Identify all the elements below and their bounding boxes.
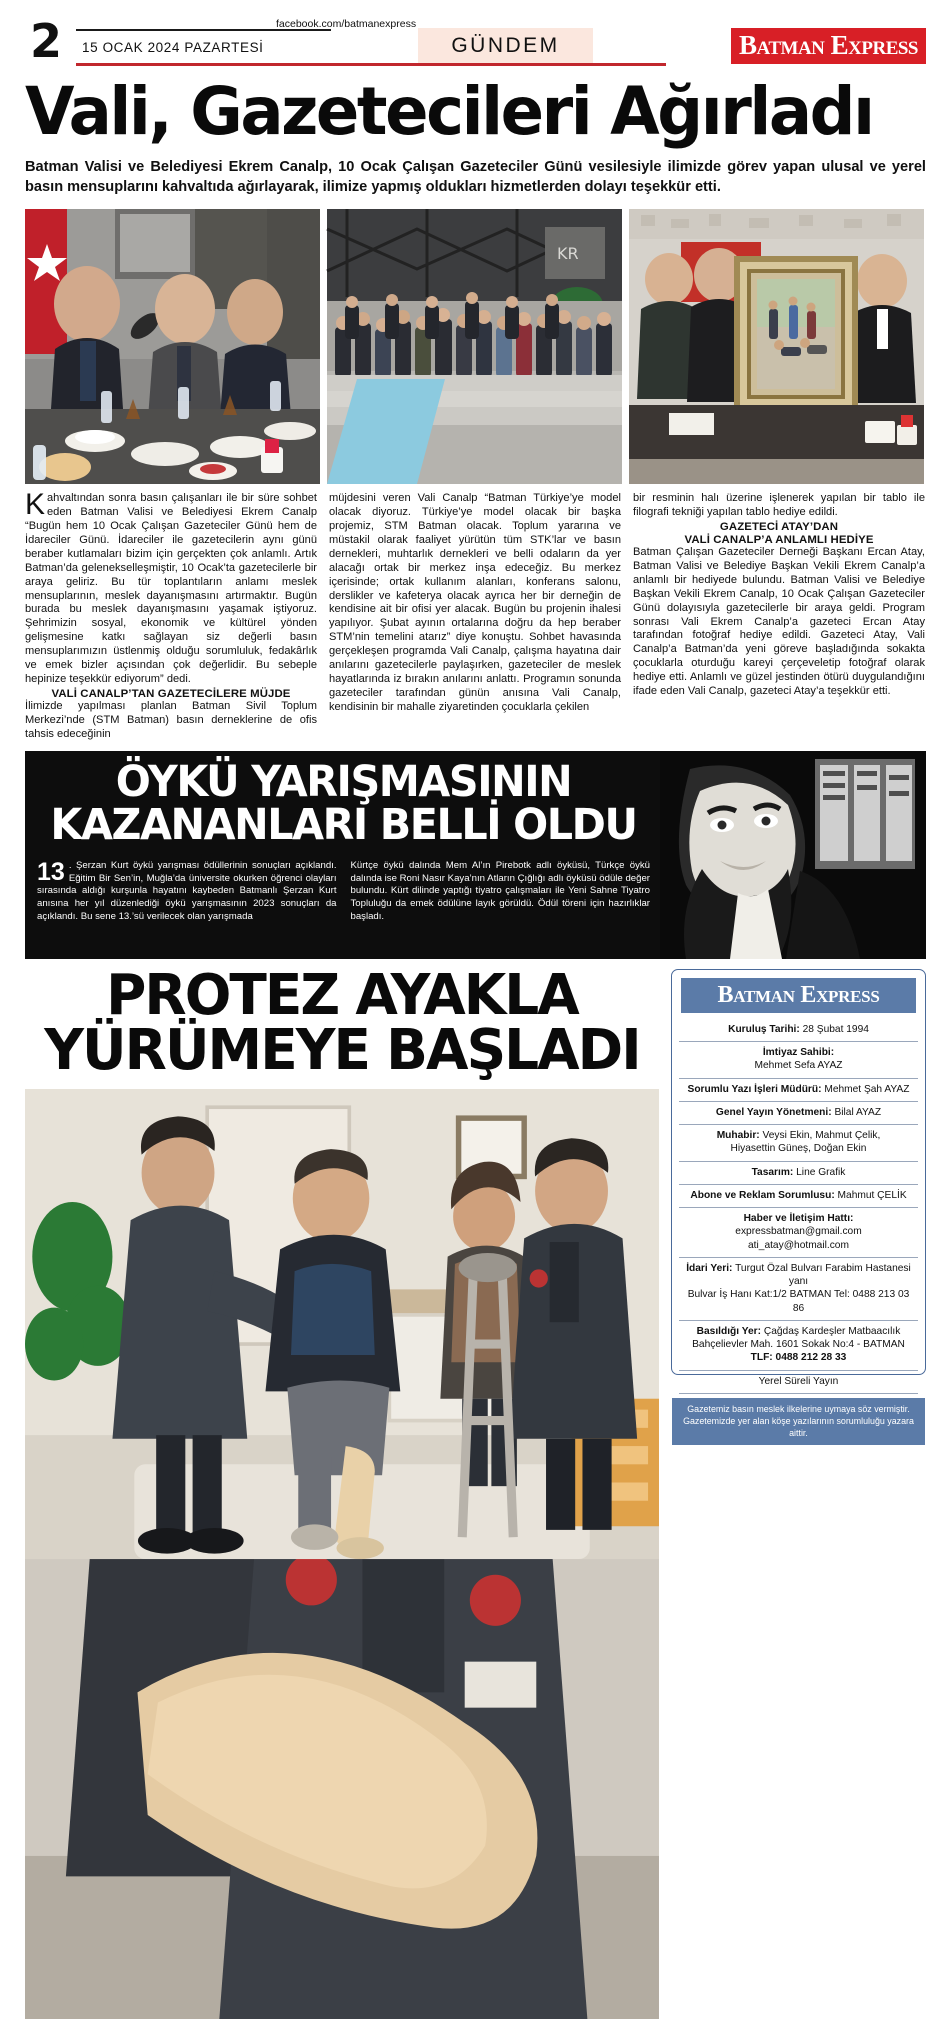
lead-col1-text2: İlimizde yapılması planlan Batman Sivil Toplum Merkezi’nde (STM Batman) basın derneklerine de ofis tahsis edeceğinin [25,700,317,740]
photo-illustration [327,209,622,484]
lead-col3-text2: Batman Çalışan Gazeteciler Derneği Başkanı Ercan Atay, Batman Valisi ve Belediye Başkan Vekili Ekrem Canalp’a anlamlı bir hediyede bulundu. Batman Valisi ve Belediye Başkan Vekili Ekrem Canalp, 10 Ocak Çalışan Gazeteciler Günü dolayısıyla gazetecilerle bir araya geldi. Program sonrası Vali Ekrem Canalp’a gazeteci Ercan Atay tarafından fotoğraf hediye edildi. Gazeteci Atay, Vali Canalp’a Batman’da yeni göreve başladığında sokakta çocuklarla oturduğu kareyi çerçeveletip fotoğraf olarak hediye etti. Anlamlı ve güzel jestinden ötürü duygulandığını ifade eden Vali Canalp, gazeteci Atay’a teşekkür etti. [633,545,925,698]
colophon-row-design [679,1162,918,1185]
colophon-label-reporters: Muhabir: [716,1130,760,1142]
colophon-row-founded [679,1019,918,1042]
colophon-value-printer: Çağdaş Kardeşler Matbaacılık [761,1325,901,1337]
colophon-label-ads: Abone ve Reklam Sorumlusu: [690,1189,835,1201]
colophon-value-founded: 28 Şubat 1994 [799,1023,869,1035]
colophon-label-founded: Kuruluş Tarihi: [728,1023,800,1035]
lead-col1-subhead: VALİ CANALP’TAN GAZETECİLERE MÜJDE [51,688,291,701]
colophon-value-office-2: Bulvar İş Hanı Kat:1/2 BATMAN Tel: 0488 213 03 86 [687,1289,910,1314]
colophon-footer-line2: Gazetemizde yer alan köşe yazılarının sorumluluğu yazara aittir. [683,1415,914,1438]
banner-columns [37,857,650,924]
colophon-email-2[interactable]: ati_atay@hotmail.com [748,1239,849,1251]
colophon-label-printer: Basıldığı Yer: [696,1325,762,1337]
lead-column-3 [633,492,925,742]
colophon-value-printer-3: TLF: 0488 212 28 33 [750,1352,847,1364]
lead-photo-row [25,209,926,484]
section-label: GÜNDEM [451,33,560,57]
svg-text:KR: KR [557,244,579,264]
photo-illustration [25,209,320,484]
serzan-kurt-portre-foto [660,751,926,959]
colophon-row-office [679,1258,918,1321]
colophon-row-printer [679,1321,918,1371]
colophon-masthead [681,978,916,1013]
banner-headline-line1: ÖYKÜ YARIŞMASININ [115,756,572,807]
banner-text-area [25,751,660,959]
banner-drop-number: 13 [37,857,65,886]
header-masthead-text: Batman Express [739,30,918,60]
colophon-value-office: Turgut Özal Bulvarı Farabim Hastanesi yanı [732,1262,911,1288]
colophon-value-reporters-2: Hiyasettin Güneş, Doğan Ekin [730,1143,867,1155]
colophon-row-periodical [679,1371,918,1394]
lead-column-1 [25,488,317,742]
colophon-box [671,969,926,1438]
colophon-label-contact: Haber ve İletişim Hattı: [743,1213,854,1225]
colophon-value-reporters: Veysi Ekin, Mahmut Çelik, [759,1130,881,1142]
colophon-row-reporters [679,1125,918,1162]
lower-section [25,962,926,1438]
colophon-label-owner: İmtiyaz Sahibi: [762,1047,835,1059]
banner-col1-text: . Şerzan Kurt öykü yarışması ödüllerinin sonuçları açıklandı. Eğitim Bir Sen’in, Muğla’da üniversite okurken öğrenci olayları sırasında aldığı kurşunla hayatını kaybeden Batmanlı Şerzan Kurt anısına her yıl düzenlediği öykü yarışmasının 2023 sonuçları da açıklandı. Bu sene 13.’sü verilecek olan yarışmada [37,859,337,922]
photo-illustration [629,209,924,484]
banner-col2-text: Kürtçe öykü dalında Mem Al’ın Pirebotk adlı öyküsü, Türkçe öykü dalında ise Roni Nasır Kaya’nın Atların Çığlığı adlı öyküsü ödüle değer bulundu. Kürt dilinde yaptığı tiyatro çalışmaları ile Yeni Sahne Tiyatro Topluluğu da emek ödülüne layık görüldü. Ödül töreni için hazırlıklar başladı. [350,859,650,922]
colophon-row-owner [679,1042,918,1079]
lead-col3-subhead-2: VALİ CANALP’A ANLAMLI HEDİYE [684,533,874,546]
protez-ayakla-yuruyen-hasta-foto [311,1089,659,1347]
protez-article [25,962,659,1376]
facebook-handle[interactable]: facebook.com/batmanexpress [276,18,417,30]
hali-tablo-hediye-foto [629,209,924,484]
lead-deck: Batman Valisi ve Belediyesi Ekrem Canalp, 10 Ocak Çalışan Gazeteciler Günü vesilesiyle ilimizde görev yapan ulusal ve yerel basın mensuplarını kahvaltıda ağırlayarak, ilimize yapmış oldukları hizmetlerden dolayı teşekkür etti. [25,159,926,195]
banner-column-2 [351,860,651,924]
colophon-masthead-text: Batman Express [717,981,880,1008]
colophon-row-publisher [679,1102,918,1125]
page-header [0,0,951,78]
lead-headline: Vali, Gazetecileri Ağırladı [25,73,873,150]
banner-column-1 [37,857,337,924]
colophon-email-1[interactable]: expressbatman@gmail.com [735,1226,862,1238]
colophon-value-publisher: Bilal AYAZ [831,1106,882,1118]
colophon-row-editor [679,1079,918,1102]
lead-column-2 [329,492,621,742]
colophon-value-ads: Mahmut ÇELİK [834,1189,907,1201]
protez-headline-line2: YÜRÜMEYE BAŞLADI [44,1017,640,1083]
colophon-row-contact [679,1208,918,1258]
protez-body [25,1089,659,1376]
lead-col3-text: bir resminin halı üzerine işlenerek yapılan bir tablo ile filografi tekniği yapılan tablo hediye edildi. [633,492,925,519]
colophon-value-editor: Mehmet Şah AYAZ [821,1083,910,1095]
colophon-row-ads [679,1185,918,1208]
toplu-grup-fotografi [327,209,622,484]
colophon-label-editor: Sorumlu Yazı İşleri Müdürü: [687,1083,822,1095]
issue-date: 15 OCAK 2024 PAZARTESİ [82,40,264,55]
lead-col3-subhead-1: GAZETECİ ATAY’DAN [719,520,839,533]
page-number: 2 [30,14,63,68]
colophon-label-office: İdari Yeri: [686,1262,733,1274]
colophon-footer [672,1398,925,1445]
lead-col1-text: Kahvaltından sonra basın çalışanları ile bir süre sohbet eden Batman Valisi ve Belediyesi Ekrem Canalp “Bugün hem 10 Ocak Çalışan Gazeteciler Günü hem de İdareciler Günü. İdareciler ile gazetecilerin aynı günü beraber kutlamaları bizim için gerçekten çok anlamlı. Artık Batman’da gelenekselleşmiştir, 10 Ocak’ta gazetecilerle bir araya geliriz. Bu tür toplantıların anlamı meslek mensuplarının, meslek dayanışmasını artırmaktır. Bugün burada bu meslek dayanışmasını yaşamak iştiyoruz. Şehrimizin sosyal, ekonomik ve kültürel yönden gelişmesine katkı sağlayan siz değerli basın mensuplarımızın üstlenmiş olduğu sorumluluk, fedakârlık ve emek bizler açısından çok değerlidir. Bu sebeple hepinize teşekkür ediyorum” dedi. [25,488,317,686]
colophon-value-printer-2: Bahçelievler Mah. 1601 Sokak No:4 - BATMAN [692,1339,905,1351]
section-badge [418,28,593,63]
photo-illustration [660,751,926,959]
banner-headline-line2: KAZANANLARI BELLİ OLDU [50,799,637,850]
kahvalti-masasi-foto [25,209,320,484]
photo-illustration [25,1089,659,1559]
header-red-rule [76,63,666,66]
protez-headline-line1: PROTEZ AYAKLA [106,962,578,1028]
header-masthead [731,28,926,64]
colophon-value-owner: Mehmet Sefa AYAZ [754,1060,843,1072]
colophon-label-publisher: Genel Yayın Yönetmeni: [715,1106,832,1118]
lead-col2-text: müjdesini veren Vali Canalp “Batman Türkiye’ye model olacak diyoruz. Türkiye’ye model olacak bir başka projemiz, STM Batman olacak. Toplum yararına ve müstakil olarak faaliyet yürütün tüm STK’lar ve basın dernekleri, muhtarlık dernekleri ve belli odaların da yer alacağı ortak bir merkez inşa edeceğiz. Bu merkez içerisinde; ortak kullanım alanları, konferans salonu, derslikler ve kafeterya olacak ayrıca her bir derneğin de kendisine ait bir ofisi yer alacak. Bugün bu projenin ihalesi yapılıyor. Şubat ayının ortalarına doğru da hep beraber STM’nin temelini atarız” diye konuştu. Sohbet havasında gerçekleşen programda Vali Canalp, çalışma hayatına dair anılarını gazetecilerle paylaşırken, gazeteciler de meslek hayatlarında iz bırakın anılarını anlattı. Programın sonunda gazeteciler tarafından günün anısına Vali Canalp, kendisinin bir mahalle ziyaretinden çocuklarla çekilen [329,492,621,713]
oyku-yarismasi-banner [25,751,926,959]
colophon-label-design: Tasarım: [751,1166,794,1178]
colophon-value-periodical: Yerel Süreli Yayın [758,1375,839,1387]
lead-body-columns [25,488,926,742]
colophon-footer-line1: Gazetemiz basın meslek ilkelerine uymaya söz vermiştir. [687,1403,910,1414]
colophon-value-design: Line Grafik [793,1166,846,1178]
